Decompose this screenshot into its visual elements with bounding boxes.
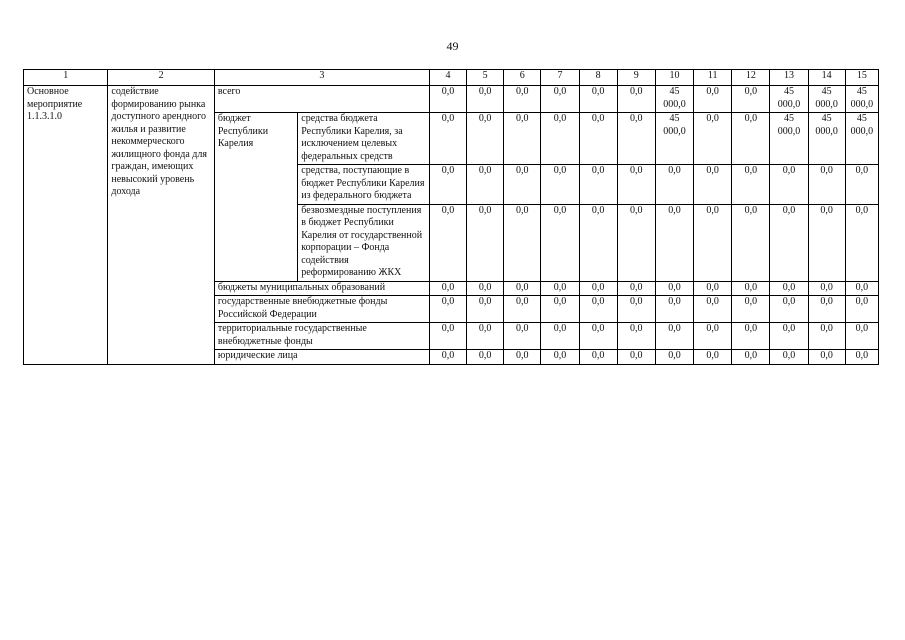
value-cell: 0,0 — [732, 165, 770, 205]
source-label: всего — [214, 86, 429, 113]
value-cell: 0,0 — [467, 86, 504, 113]
value-cell: 0,0 — [808, 323, 845, 350]
value-cell: 0,0 — [617, 204, 655, 281]
header-cell: 7 — [541, 70, 579, 86]
value-cell: 0,0 — [504, 204, 541, 281]
value-cell: 0,0 — [504, 323, 541, 350]
value-cell: 0,0 — [845, 350, 878, 365]
header-cell: 12 — [732, 70, 770, 86]
budget-table — [23, 69, 879, 365]
value-cell: 0,0 — [845, 296, 878, 323]
value-cell: 0,0 — [732, 281, 770, 296]
value-cell: 0,0 — [655, 323, 693, 350]
value-cell: 0,0 — [579, 86, 617, 113]
header-cell: 2 — [108, 70, 214, 86]
value-cell: 0,0 — [655, 296, 693, 323]
value-cell: 0,0 — [429, 323, 466, 350]
value-cell: 0,0 — [504, 296, 541, 323]
value-cell: 0,0 — [808, 165, 845, 205]
value-cell: 45 000,0 — [845, 113, 878, 165]
value-cell: 0,0 — [467, 113, 504, 165]
value-cell: 0,0 — [541, 281, 579, 296]
source-label: государственные внебюджетные фонды Российской Федерации — [214, 296, 429, 323]
header-row — [24, 70, 879, 86]
value-cell: 0,0 — [541, 296, 579, 323]
value-cell: 0,0 — [732, 86, 770, 113]
value-cell: 0,0 — [732, 350, 770, 365]
header-cell: 4 — [429, 70, 466, 86]
value-cell: 0,0 — [732, 296, 770, 323]
value-cell: 0,0 — [429, 86, 466, 113]
value-cell: 0,0 — [429, 350, 466, 365]
source-label: средства, поступающие в бюджет Республики Карелия из федерального бюджета — [298, 165, 430, 205]
activity-code-cell: Основное мероприятие 1.1.3.1.0 — [24, 86, 108, 365]
value-cell: 0,0 — [617, 86, 655, 113]
value-cell: 0,0 — [504, 281, 541, 296]
value-cell: 0,0 — [579, 350, 617, 365]
header-cell: 1 — [24, 70, 108, 86]
header-cell: 6 — [504, 70, 541, 86]
value-cell: 45 000,0 — [808, 86, 845, 113]
value-cell: 0,0 — [579, 165, 617, 205]
source-label: бюджеты муниципальных образований — [214, 281, 429, 296]
value-cell: 0,0 — [770, 350, 808, 365]
value-cell: 0,0 — [429, 281, 466, 296]
value-cell: 0,0 — [429, 296, 466, 323]
source-label: безвозмездные поступления в бюджет Республики Карелия от государственной корпорации – Фонда содействия реформированию ЖКХ — [298, 204, 430, 281]
value-cell: 0,0 — [467, 165, 504, 205]
value-cell: 0,0 — [541, 86, 579, 113]
value-cell: 0,0 — [541, 323, 579, 350]
header-cell: 9 — [617, 70, 655, 86]
value-cell: 0,0 — [845, 165, 878, 205]
value-cell: 0,0 — [541, 165, 579, 205]
value-cell: 0,0 — [770, 281, 808, 296]
value-cell: 0,0 — [467, 323, 504, 350]
value-cell: 0,0 — [732, 204, 770, 281]
value-cell: 45 000,0 — [655, 113, 693, 165]
value-cell: 0,0 — [808, 204, 845, 281]
value-cell: 0,0 — [617, 323, 655, 350]
value-cell: 0,0 — [732, 113, 770, 165]
value-cell: 0,0 — [579, 281, 617, 296]
value-cell: 45 000,0 — [845, 86, 878, 113]
value-cell: 0,0 — [579, 323, 617, 350]
value-cell: 0,0 — [808, 296, 845, 323]
value-cell: 0,0 — [579, 204, 617, 281]
value-cell: 0,0 — [694, 296, 732, 323]
value-cell: 0,0 — [694, 204, 732, 281]
value-cell: 0,0 — [504, 165, 541, 205]
value-cell: 0,0 — [694, 165, 732, 205]
value-cell: 0,0 — [694, 323, 732, 350]
source-label: юридические лица — [214, 350, 429, 365]
value-cell: 0,0 — [694, 113, 732, 165]
value-cell: 0,0 — [541, 204, 579, 281]
value-cell: 0,0 — [429, 113, 466, 165]
value-cell: 0,0 — [617, 296, 655, 323]
value-cell: 0,0 — [467, 350, 504, 365]
header-cell: 10 — [655, 70, 693, 86]
value-cell: 0,0 — [429, 165, 466, 205]
value-cell: 0,0 — [467, 281, 504, 296]
source-label: средства бюджета Республики Карелия, за исключением целевых федеральных средств — [298, 113, 430, 165]
header-cell: 15 — [845, 70, 878, 86]
value-cell: 0,0 — [467, 204, 504, 281]
value-cell: 0,0 — [770, 165, 808, 205]
header-cell: 8 — [579, 70, 617, 86]
value-cell: 0,0 — [617, 113, 655, 165]
value-cell: 0,0 — [541, 350, 579, 365]
header-cell: 13 — [770, 70, 808, 86]
header-cell: 3 — [214, 70, 429, 86]
value-cell: 0,0 — [617, 350, 655, 365]
page-number: 49 — [446, 39, 459, 53]
value-cell: 0,0 — [694, 281, 732, 296]
value-cell: 45 000,0 — [770, 86, 808, 113]
source-label: территориальные государственные внебюджетные фонды — [214, 323, 429, 350]
value-cell: 0,0 — [770, 296, 808, 323]
value-cell: 0,0 — [770, 204, 808, 281]
value-cell: 0,0 — [617, 281, 655, 296]
value-cell: 45 000,0 — [808, 113, 845, 165]
value-cell: 0,0 — [579, 296, 617, 323]
header-cell: 11 — [694, 70, 732, 86]
value-cell: 0,0 — [541, 113, 579, 165]
value-cell: 0,0 — [467, 296, 504, 323]
value-cell: 0,0 — [845, 204, 878, 281]
value-cell: 0,0 — [655, 281, 693, 296]
value-cell: 0,0 — [655, 204, 693, 281]
value-cell: 0,0 — [808, 350, 845, 365]
value-cell: 0,0 — [504, 350, 541, 365]
value-cell: 0,0 — [845, 323, 878, 350]
value-cell: 0,0 — [504, 113, 541, 165]
value-cell: 0,0 — [617, 165, 655, 205]
activity-description-cell: содействие формированию рынка доступного арендного жилья и развитие некоммерческого жилищного фонда для граждан, имеющих невысокий уровень дохода — [108, 86, 214, 365]
value-cell: 45 000,0 — [770, 113, 808, 165]
value-cell: 0,0 — [429, 204, 466, 281]
value-cell: 0,0 — [655, 350, 693, 365]
value-cell: 45 000,0 — [655, 86, 693, 113]
header-cell: 14 — [808, 70, 845, 86]
value-cell: 0,0 — [770, 323, 808, 350]
value-cell: 0,0 — [694, 86, 732, 113]
value-cell: 0,0 — [579, 113, 617, 165]
value-cell: 0,0 — [504, 86, 541, 113]
header-cell: 5 — [467, 70, 504, 86]
value-cell: 0,0 — [655, 165, 693, 205]
table-row — [24, 86, 879, 113]
value-cell: 0,0 — [694, 350, 732, 365]
value-cell: 0,0 — [808, 281, 845, 296]
value-cell: 0,0 — [732, 323, 770, 350]
value-cell: 0,0 — [845, 281, 878, 296]
budget-group-label: бюджет Республики Карелия — [214, 113, 297, 282]
